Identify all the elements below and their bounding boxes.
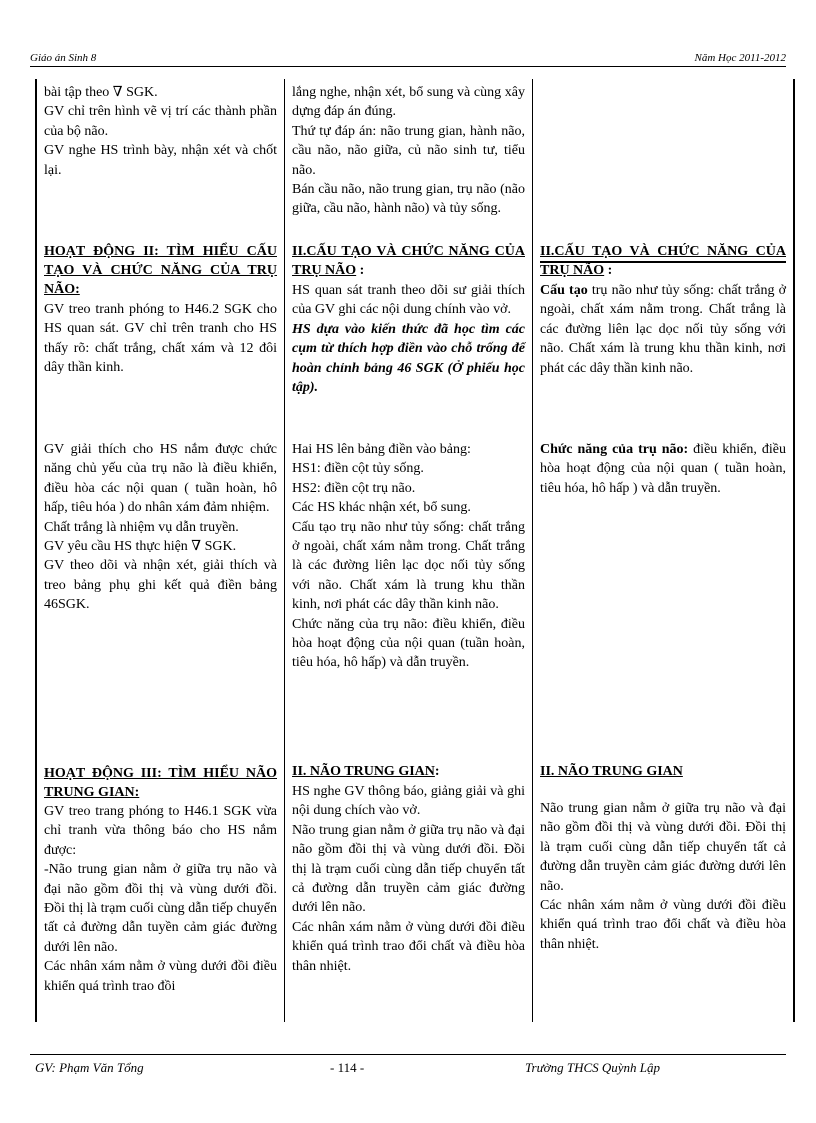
paragraph: Thứ tự đáp án: não trung gian, hành não, cầu não, não giữa, củ não sinh tư, tiểu não. [292,123,525,178]
page-footer [30,1054,786,1079]
paragraph: -Não trung gian nằm ở giữa trụ não và đại não gồm đồi thị và vùng dưới đồi. Đồi thị là trạm cuối cùng dẫn tiếp chuyển tất cả đường dẫn tuyền cảm giác đường dưới lên não. [44,862,277,955]
paragraph: GV yêu cầu HS thực hiện ∇ SGK. [44,539,237,555]
paragraph: Cấu tạo trụ não như tủy sống: chất trắng ở ngoài, chất xám nằm trong. Chất trắng là các đường liên lạc dọc nối tủy sống với não. Chất xám là trung khu thần kinh, nơi phát các dây thần kinh não. [540,283,786,376]
col2-section2-intro [292,281,525,397]
col2-section3-body [292,782,525,976]
paragraph: Não trung gian nằm ở giữa trụ não và đại não gồm đồi thị và vùng dưới đồi. Đồi thị là trạm cuối cùng dẫn tiếp chuyển tất cả đường dẫn truyền cảm giác đường dưới lên não. [540,801,786,894]
paragraph: lắng nghe, nhận xét, bổ sung và cùng xây dựng đáp án đúng. [292,85,525,120]
paragraph: Chức năng của trụ não: điều khiển, điều hòa hoạt động của nội quan (tuần hoàn, tiêu hóa, hô hấp) và dẫn truyền. [292,616,525,671]
page-number: - 114 - [330,1060,365,1075]
col3-section3-heading: II. NÃO TRUNG GIAN [540,764,683,779]
divider [540,261,786,263]
paragraph: GV giải thích cho HS nắm được chức năng chủ yếu của trụ não là điều khiển, điều hòa các nội quan ( tuần hoàn, hô hấp, tiêu hóa ) do nhân xám đảm nhiệm. [44,442,277,516]
paragraph: GV chỉ trên hình vẽ vị trí các thành phần của bộ não. [44,104,277,139]
paragraph: Chức năng của trụ não: điều khiển, điều hòa hoạt động của nội quan ( tuần hoàn, tiêu hóa, hô hấp ) và dẫn truyền. [540,442,786,496]
col1-section3-body [44,802,277,996]
content-column [533,79,793,1022]
col1-section2-heading: HOẠT ĐỘNG II: TÌM HIỂU CẤU TẠO VÀ CHỨC NĂNG CỦA TRỤ NÃO: [44,244,277,297]
paragraph: GV treo tranh phóng to H46.2 SGK cho HS quan sát. GV chỉ trên tranh cho HS thấy rõ: chất trắng, chất xám và 12 đôi dây thần kinh. [44,302,277,376]
col2-section2-body [292,440,525,673]
col2-top-block [292,83,525,219]
paragraph: GV treo trang phóng to H46.1 SGK vừa chỉ tranh vừa thông báo cho HS nắm được: [44,804,277,858]
col1-section2-body [44,440,277,615]
paragraph: Cấu tạo trụ não như tủy sống: chất trắng ở ngoài, chất xám nằm trong. Chất trắng là các đường liên lạc dọc nối tủy sống với não. Chất xám là trung khu thần kinh, nơi phát các dây thần kinh não. [292,519,525,613]
paragraph: HS nghe GV thông báo, giảng giải và ghi nội dung chích vào vở. [292,784,525,819]
col1-top-block [44,83,277,180]
lesson-table [35,79,795,1022]
col2-section3-heading: II. NÃO TRUNG GIAN: [292,764,440,779]
footer-teacher: GV: Phạm Văn Tổng [35,1060,144,1075]
paragraph: GV nghe HS trình bày, nhận xét và chốt lại. [44,143,277,178]
col3-section2-heading: II.CẤU TẠO VÀ CHỨC NĂNG CỦA TRỤ NÃO : [540,244,786,278]
paragraph: Bán cầu não, não trung gian, trụ não (não giữa, cầu não, hành não) và tủy sống. [292,182,525,217]
col1-section3-heading: HOẠT ĐỘNG III: TÌM HIỂU NÃO TRUNG GIAN: [44,766,277,800]
col3-structure [540,281,786,378]
col2-section2-heading: II.CẤU TẠO VÀ CHỨC NĂNG CỦA TRỤ NÃO : [292,244,525,278]
header-subject: Giáo án Sinh 8 [30,52,97,64]
paragraph: Não trung gian nằm ở giữa trụ não và đại não gồm đồi thị và vùng dưới đồi. Đồi thị là trạm cuối cùng dẫn tiếp chuyển tất cả đường dẫn truyền cảm giác đường dưới lên não. [292,822,525,916]
paragraph: bài tập theo ∇ SGK. [44,85,158,100]
col3-function [540,440,786,498]
paragraph: Các nhân xám nằm ở vùng dưới đồi điều khiển quá trình trao đổi chất và điều hòa thân nhiệt. [540,898,786,952]
paragraph: GV theo dõi và nhận xét, giải thích và treo bảng phụ ghi kết quả điền bảng 46SGK. [44,558,277,613]
col1-section2-intro [44,300,277,378]
paragraph: HS2: điền cột trụ não. [292,480,416,496]
paragraph: Các HS khác nhận xét, bổ sung. [292,500,471,516]
footer-school: Trường THCS Quỳnh Lập [525,1060,661,1075]
paragraph: Các nhân xám nằm ở vùng dưới đồi điều khiển quá trình trao đồi [44,959,277,994]
paragraph: Hai HS lên bảng điền vào bảng: [292,442,471,457]
col3-section3-body [540,799,786,954]
page-header [30,50,786,67]
paragraph: HS1: điền cột tủy sống. [292,461,424,477]
paragraph: Chất trắng là nhiệm vụ dẫn truyền. [44,519,239,535]
paragraph: HS dựa vào kiến thức đã học tìm các cụm từ thích hợp điền vào chỗ trống để hoàn chỉnh bảng 46 SGK (Ở phiếu học tập). [292,321,525,396]
student-activity-column [285,79,533,1022]
header-school-year: Năm Học 2011-2012 [694,52,786,64]
paragraph: Các nhân xám nằm ở vùng dưới đồi điều khiển quá trình trao đổi chất và điều hòa thân nhiệt. [292,919,525,974]
paragraph: HS quan sát tranh theo dõi sư giải thích của GV ghi các nội dung chính vào vở. [292,283,525,318]
teacher-activity-column [37,79,285,1022]
